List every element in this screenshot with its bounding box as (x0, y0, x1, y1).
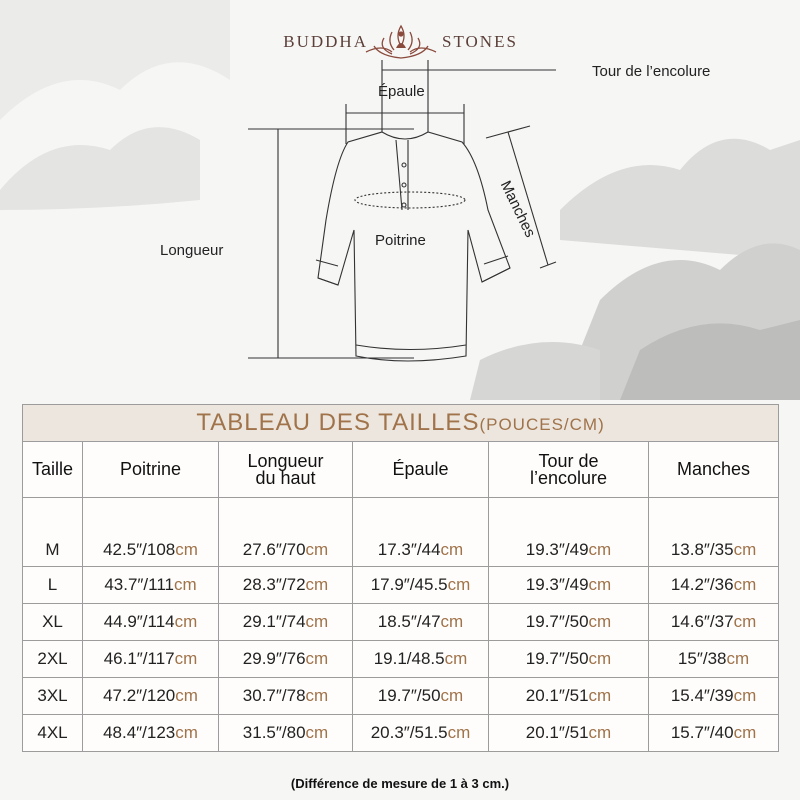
measurement-diagram (0, 60, 800, 390)
table-row (23, 566, 779, 603)
table-row (23, 640, 779, 677)
table-row (23, 498, 779, 567)
table-row (23, 677, 779, 714)
chest-cell: 46.1″/117cm (83, 640, 219, 677)
shoulder-cell: 18.5″/47cm (353, 603, 489, 640)
sleeve-cell: 13.8″/35cm (649, 498, 779, 567)
neck-cell: 19.7″/50cm (489, 603, 649, 640)
shoulder-cell: 20.3″/51.5cm (353, 714, 489, 751)
size-cell: M (23, 498, 83, 567)
chest-cell: 47.2″/120cm (83, 677, 219, 714)
table-title-cell (23, 405, 779, 442)
sleeve-cell: 15.7″/40cm (649, 714, 779, 751)
length-cell: 28.3″/72cm (219, 566, 353, 603)
neck-label: Tour de l’encolure (592, 63, 711, 80)
shoulder-cell: 17.9″/45.5cm (353, 566, 489, 603)
length-cell: 31.5″/80cm (219, 714, 353, 751)
header-shoulder: Épaule (353, 442, 489, 498)
sleeve-label: Manches (496, 178, 539, 241)
chest-cell: 44.9″/114cm (83, 603, 219, 640)
chest-cell: 42.5″/108cm (83, 498, 219, 567)
length-cell: 29.1″/74cm (219, 603, 353, 640)
chest-cell: 43.7″/111cm (83, 566, 219, 603)
sleeve-cell: 15.4″/39cm (649, 677, 779, 714)
length-cell: 29.9″/76cm (219, 640, 353, 677)
sleeve-cell: 14.2″/36cm (649, 566, 779, 603)
size-cell: 2XL (23, 640, 83, 677)
size-cell: L (23, 566, 83, 603)
neck-cell: 19.3″/49cm (489, 566, 649, 603)
header-neck: Tour de l’encolure (489, 442, 649, 498)
neck-cell: 20.1″/51cm (489, 714, 649, 751)
shoulder-cell: 17.3″/44cm (353, 498, 489, 567)
table-row (23, 603, 779, 640)
size-chart-table (22, 404, 779, 752)
length-cell: 27.6″/70cm (219, 498, 353, 567)
neck-cell: 19.7″/50cm (489, 640, 649, 677)
header-size: Taille (23, 442, 83, 498)
sleeve-cell: 14.6″/37cm (649, 603, 779, 640)
header-sleeve: Manches (649, 442, 779, 498)
neck-cell: 20.1″/51cm (489, 677, 649, 714)
neck-cell: 19.3″/49cm (489, 498, 649, 567)
shoulder-cell: 19.7″/50cm (353, 677, 489, 714)
shoulder-cell: 19.1/48.5cm (353, 640, 489, 677)
size-cell: XL (23, 603, 83, 640)
table-header-row (23, 442, 779, 498)
chest-label: Poitrine (375, 232, 426, 249)
length-cell: 30.7″/78cm (219, 677, 353, 714)
lotus-meditation-logo-icon (362, 22, 440, 62)
header-chest: Poitrine (83, 442, 219, 498)
table-title-units: (POUCES/CM) (479, 415, 605, 434)
size-cell: 3XL (23, 677, 83, 714)
size-cell: 4XL (23, 714, 83, 751)
chest-cell: 48.4″/123cm (83, 714, 219, 751)
table-row (23, 714, 779, 751)
shoulder-label: Épaule (378, 83, 425, 100)
header-length: Longueur du haut (219, 442, 353, 498)
brand-name-left: BUDDHA (283, 32, 368, 51)
sleeve-cell: 15″/38cm (649, 640, 779, 677)
brand-name-right: STONES (442, 32, 518, 51)
length-label: Longueur (160, 242, 224, 259)
table-title: TABLEAU DES TAILLES (196, 409, 480, 436)
measurement-note: (Différence de mesure de 1 à 3 cm.) (290, 776, 510, 791)
shirt-outline (0, 60, 800, 390)
